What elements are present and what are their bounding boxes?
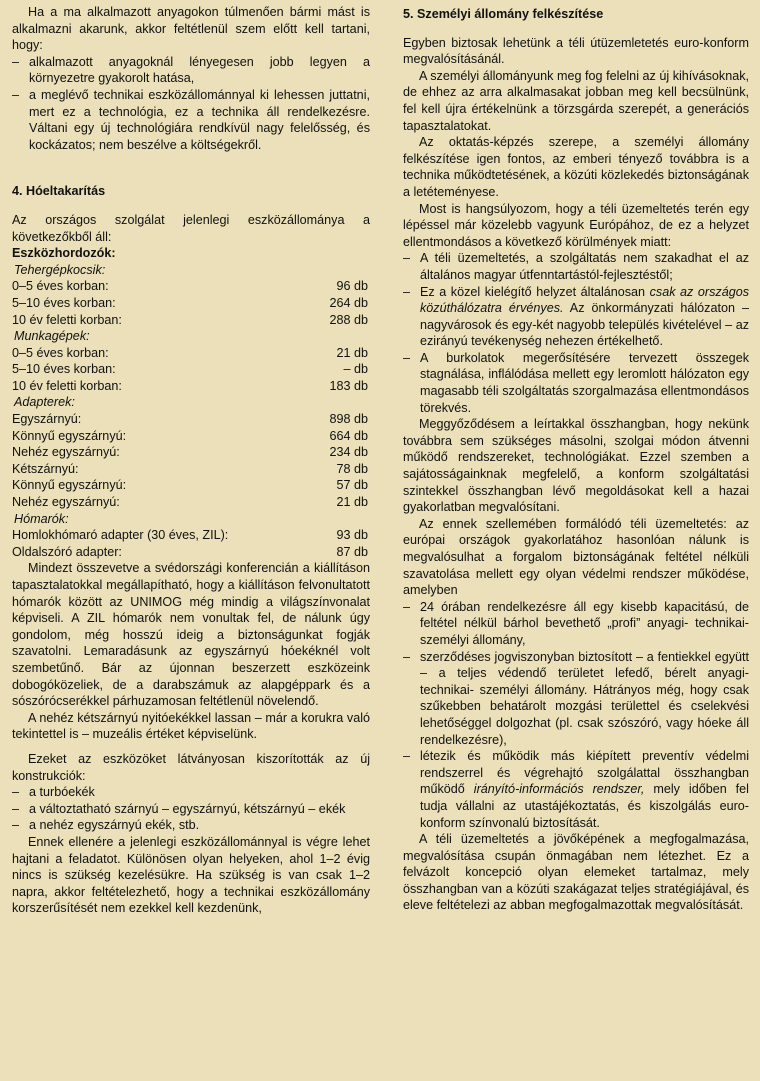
table-row: 0–5 éves korban: 96 db — [12, 279, 368, 294]
list-item: – A burkolatok megerősítésére tervezett összegek stagnálása, inflálódása mellett egy leromlott hálózaton egy magasabb téli szolgáltatás szorgalmazása ellentmondásos törekvés. — [403, 350, 749, 416]
adapters-label: Adapterek: — [14, 395, 75, 410]
list-item: – A téli üzemeltetés, a szolgáltatás nem szakadhat el az általános magyar útfenntartástól-fejlesztéstől; — [403, 250, 749, 283]
list-item: – szerződéses jogviszonyban biztosított – a fentiekkel együtt – a teljes védendő területet lefedő, bérelt anyagi- technikai- személyi állomány. Hátrányos még, hogy csak szűkebben behatárolt mozgási területtel és cselekvési lehetőséggel dolgozhat (pl. csak szószóró, vagy hóeke áll rendelkezésre), — [403, 649, 749, 749]
list-item: – Ez a közel kielégítő helyzet általánosan csak az országos közúthálózatra érvényes. Az önkormányzati hálózaton – nagyvárosok és egy-két nagyobb település kivételével – az ezirányú tevékenység nehezen értékelhető. — [403, 284, 749, 350]
trucks-label: Tehergépkocsik: — [14, 262, 106, 277]
list-item: – alkalmazott anyagoknál lényegesen jobb legyen a környezetre gyakorolt hatása, — [12, 54, 370, 87]
section-5-heading: 5. Személyi állomány felkészítése — [403, 7, 604, 21]
paragraph: A személyi állományunk meg fog felelni az új kihívásoknak, de ehhez az arra alkalmasakat jobban meg kell becsülnünk, fel kell újra értékelnünk a törzsgárda szerepét, a generációs tapasztalatokat. — [403, 68, 749, 133]
list-item: – a változtatható szárnyú – egyszárnyú, kétszárnyú – ekék — [12, 801, 370, 818]
paragraph: Most is hangsúlyozom, hogy a téli üzemeltetés terén egy lépéssel már közelebb vagyunk Európához, de ez a helyzet ellentmondásos a következő körülmények miatt: — [403, 201, 749, 249]
list-item: – a nehéz egyszárnyú ekék, stb. — [12, 817, 370, 834]
table-row: Homlokhómaró adapter (30 éves, ZIL): 93 db — [12, 528, 368, 543]
trucks-table — [12, 278, 370, 328]
table-row: Könnyű egyszárnyú: 57 db — [12, 478, 368, 493]
paragraph: Ennek ellenére a jelenlegi eszközállománnyal is végre lehet hajtani a feladatot. Különösen olyan helyeken, ahol 1–2 évig nincs is szükség kezelésükre. Ha szükség is van csak 1–2 napra, akkor feltételezhető, hogy a technikai eszközállomány korszerűsítését nem ezekkel kell kezdenünk, — [12, 834, 370, 916]
paragraph: Ezeket az eszközöket látványosan kiszorították az új konstrukciók: — [12, 751, 370, 783]
paragraph: Az ennek szellemében formálódó téli üzemeltetés: az európai országok gyakorlatához hasonlóan nálunk is megvalósulhat a forgalom biztonságának feltétel nélküli szavatolása mellett egy olyan védelmi rendszer működése, amelyben — [403, 516, 749, 598]
table-row: Nehéz egyszárnyú: 21 db — [12, 495, 368, 510]
right-column — [403, 4, 749, 914]
machines-label: Munkagépek: — [14, 329, 90, 344]
snowplows-table — [12, 527, 370, 560]
paragraph: Meggyőződésem a leírtakkal összhangban, hogy nekünk továbbra sem szükséges másolni, szolgai módon átvenni működő rendszereket, technológiákat. Ezzel szemben a sajátosságainknak megfelelő, a konform szolgáltatási szintekkel összhangban lévő megoldásokat kell a hazai gyakorlatban megvalósítani. — [403, 417, 749, 515]
list-item: – létezik és működik más kiépített preventív védelmi rendszerrel és végrehajtó szolgálattal összhangban működő irányító-információs rendszer, mely időben fel tudja vállalni az utastájékoztatás, és kiszolgálás euro-konform színvonalú biztosítását. — [403, 748, 749, 831]
table-row: 10 év feletti korban: 288 db — [12, 312, 368, 327]
constructions-list — [12, 784, 370, 834]
snowplows-label: Hómarók: — [14, 511, 69, 526]
table-row: Nehéz egyszárnyú: 234 db — [12, 445, 368, 460]
system-list — [403, 599, 749, 831]
table-row: Kétszárnyú: 78 db — [12, 461, 368, 476]
machines-table — [12, 345, 370, 395]
table-row: Könnyű egyszárnyú: 664 db — [12, 428, 368, 443]
list-item: – a turbóekék — [12, 784, 370, 801]
adapters-table — [12, 411, 370, 511]
paragraph: A nehéz kétszárnyú nyitóekékkel lassan – már a korukra való tekintettel is – muzeális értéket képviselünk. — [12, 710, 370, 742]
table-row: 5–10 éves korban: 264 db — [12, 295, 368, 310]
table-row: 10 év feletti korban: 183 db — [12, 378, 368, 393]
carriers-label: Eszközhordozók: — [12, 246, 116, 261]
table-row: 5–10 éves korban: – db — [12, 362, 368, 377]
list-item: – 24 órában rendelkezésre áll egy kisebb kapacitású, de feltétel nélkül bárhol bevethető „profi” anyagi- technikai- személyi állomány, — [403, 599, 749, 649]
list-item: – a meglévő technikai eszközállománnyal ki lehessen juttatni, mert ez a technológia, ez a technika áll rendelkezésre. Váltani egy új technológiára rendkívül nagy felelősség, és kockázatos; nem beszélve a költségekről. — [12, 87, 370, 153]
circumstances-list — [403, 250, 749, 416]
table-row: 0–5 éves korban: 21 db — [12, 345, 368, 360]
table-row: Oldalszóró adapter: 87 db — [12, 544, 368, 559]
paragraph: A téli üzemeltetés a jövőképének a megfogalmazása, megvalósítása csupán önmagában nem létezhet. Ez a felvázolt koncepció olyan elemeket tartalmaz, mely összhangban van a közúti szakágazat teljes stratégiájával, és eleve feltételezi az abban megfogalmazottak megvalósítását. — [403, 832, 749, 913]
paragraph: Mindezt összevetve a svédországi konferencián a kiállításon tapasztalatokkal megállapítható, hogy a kiállításon felvonultatott hómarók között az UNIMOG még mindig a világszínvonalat képviseli. A ZIL hómarók nem vonultak fel, de nálunk úgy gondolom, még hosszú ideig a biztonságunkat fogják szavatolni. Lemaradásunk az egyszárnyú hóekéknél volt szembetűnő. Bár az újonnan beszerzett eszközeink dobogóközeliek, de a darabszámuk az alapgéppark és a sószórócserékkel párhuzamosan feltétlenül növelendő. — [12, 561, 370, 709]
intro-list — [12, 54, 370, 154]
section-4-heading: 4. Hóeltakarítás — [12, 184, 106, 199]
paragraph: Az oktatás-képzés szerepe, a személyi állomány felkészítése igen fontos, az emberi tényező továbbra is a technika működtetésének, a közúti közlekedés biztonságának a letéteményese. — [403, 135, 749, 199]
intro-paragraph: Ha a ma alkalmazott anyagokon túlmenően bármi mást is alkalmazni akarunk, akkor feltétlenül szem előtt kell tartani, hogy: — [12, 5, 370, 53]
left-column — [12, 4, 370, 917]
table-row: Egyszárnyú: 898 db — [12, 412, 368, 427]
inventory-intro: Az országos szolgálat jelenlegi eszközállománya a következőkből áll: — [12, 212, 370, 244]
paragraph: Egyben biztosak lehetünk a téli útüzemletetés euro-konform megvalósításánál. — [403, 35, 749, 67]
